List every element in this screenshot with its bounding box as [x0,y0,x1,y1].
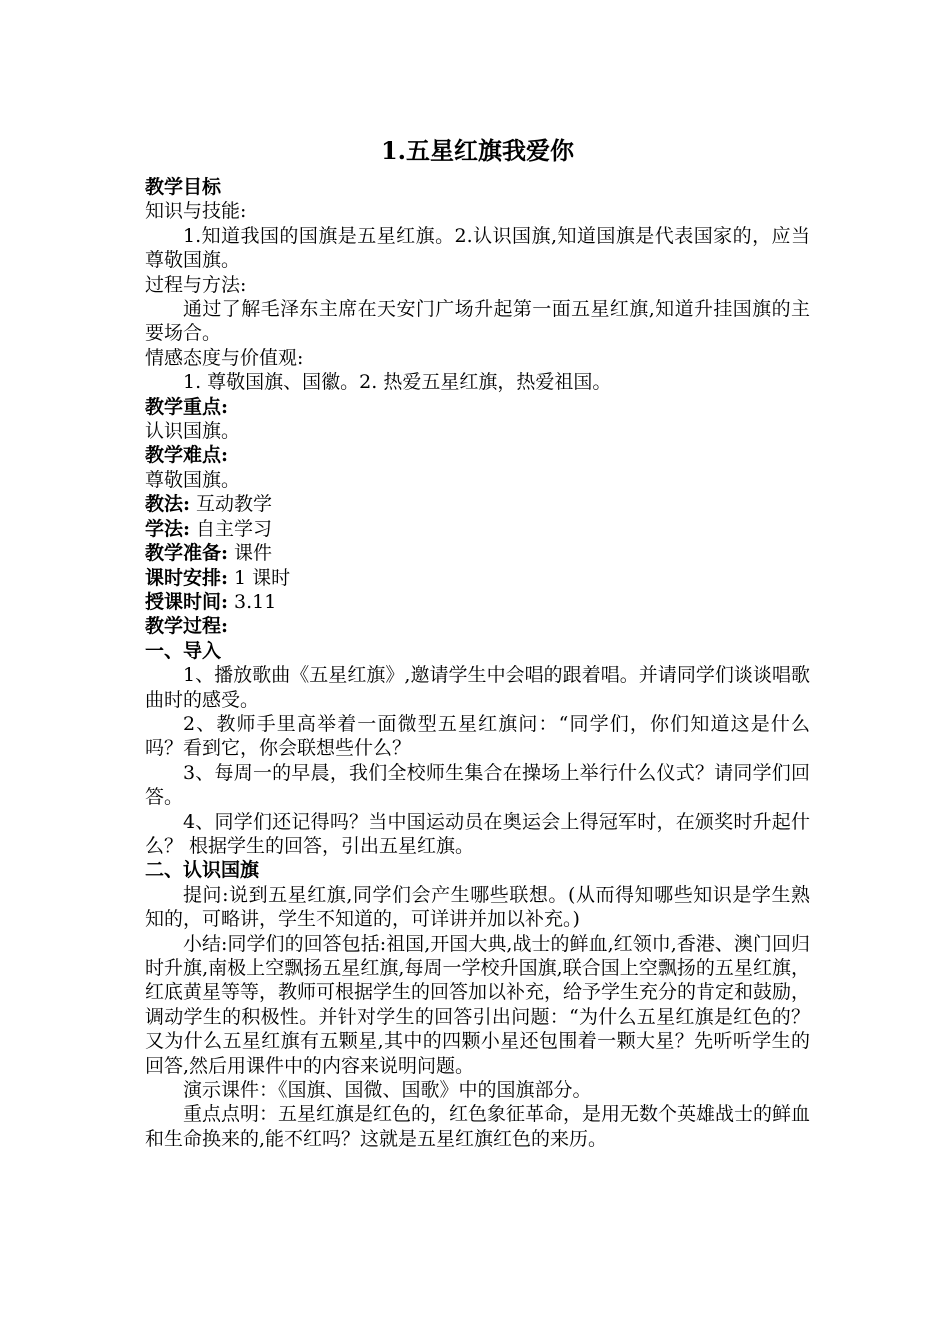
key-heading: 教学重点: [145,395,229,418]
schedule-label: 课时安排: [145,566,229,589]
section1-heading: 一、导入 [145,639,222,662]
study-row [145,517,810,541]
study-label: 学法: [145,517,191,540]
section2-heading: 二、认识国旗 [145,859,260,882]
time-value: 3.11 [234,590,277,613]
prep-label: 教学准备: [145,542,229,565]
key-text: 认识国旗。 [145,420,241,443]
goals-heading: 教学目标 [145,176,222,198]
method-row [145,492,810,516]
process-label: 过程与方法: [145,273,247,296]
knowledge-text: 1.知道我国的国旗是五星红旗。2.认识国旗,知道国旗是代表国家的，应当尊敬国旗。 [145,224,810,272]
section2-paragraph-3: 演示课件：《国旗、国微、国歌》中的国旗部分。 [183,1079,592,1102]
schedule-row [145,566,810,590]
section1-paragraph-1: 1、播放歌曲《五星红旗》,邀请学生中会唱的跟着唱。并请同学们谈谈唱歌曲时的感受。 [145,664,810,711]
section1-paragraph-3: 3、每周一的早晨，我们全校师生集合在操场上举行什么仪式？请同学们回答。 [145,761,810,809]
method-label: 教法: [145,493,191,516]
emotion-label: 情感态度与价值观: [145,346,304,369]
study-value: 自主学习 [196,517,273,540]
knowledge-label: 知识与技能: [145,200,247,223]
time-label: 授课时间: [145,590,229,613]
page-title: 1.五星红旗我爱你 [380,136,575,165]
section2-paragraph-2: 小结:同学们的回答包括:祖国,开国大典,战士的鲜血,红领巾,香港、澳门回归时升旗,南极上空飘扬五星红旗,每周一学校升国旗,联合国上空飘扬的五星红旗，红底黄星等等，教师可根据学生的回答加以补充，给予学生充分的肯定和鼓励，调动学生的积极性。并针对学生的回答引出问题：“为什么五星红旗是红色的？又为什么五星红旗有五颗星,其中的四颗小星还包围着一颗大星？先听听学生的回答,然后用课件中的内容来说明问题。 [145,932,811,1077]
section1-paragraph-4: 4、同学们还记得吗？当中国运动员在奥运会上得冠军时，在颁奖时升起什么？ 根据学生的回答，引出五星红旗。 [145,810,810,857]
section2-paragraph-4: 重点点明：五星红旗是红色的，红色象征革命，是用无数个英雄战士的鲜血和生命换来的,能不红吗？这就是五星红旗红色的来历。 [145,1103,811,1150]
prep-row [145,541,810,565]
difficult-text: 尊敬国旗。 [145,468,241,491]
section2-paragraph-1: 提问:说到五星红旗,同学们会产生哪些联想。(从而得知哪些知识是学生熟知的，可略讲，学生不知道的，可详讲并加以补充。) [145,883,810,931]
process-text: 通过了解毛泽东主席在天安门广场升起第一面五星红旗,知道升挂国旗的主要场合。 [145,298,810,345]
method-value: 互动教学 [196,493,273,516]
schedule-value: 1 课时 [234,566,291,589]
time-row [145,590,810,614]
prep-value: 课件 [234,542,273,565]
section1-paragraph-2: 2、教师手里高举着一面微型五星红旗问：“同学们，你们知道这是什么吗？看到它，你会联想些什么？ [145,712,810,760]
emotion-text: 1. 尊敬国旗、国徽。2. 热爱五星红旗，热爱祖国。 [183,371,612,394]
difficult-heading: 教学难点: [145,444,229,467]
process-heading: 教学过程: [145,615,229,638]
